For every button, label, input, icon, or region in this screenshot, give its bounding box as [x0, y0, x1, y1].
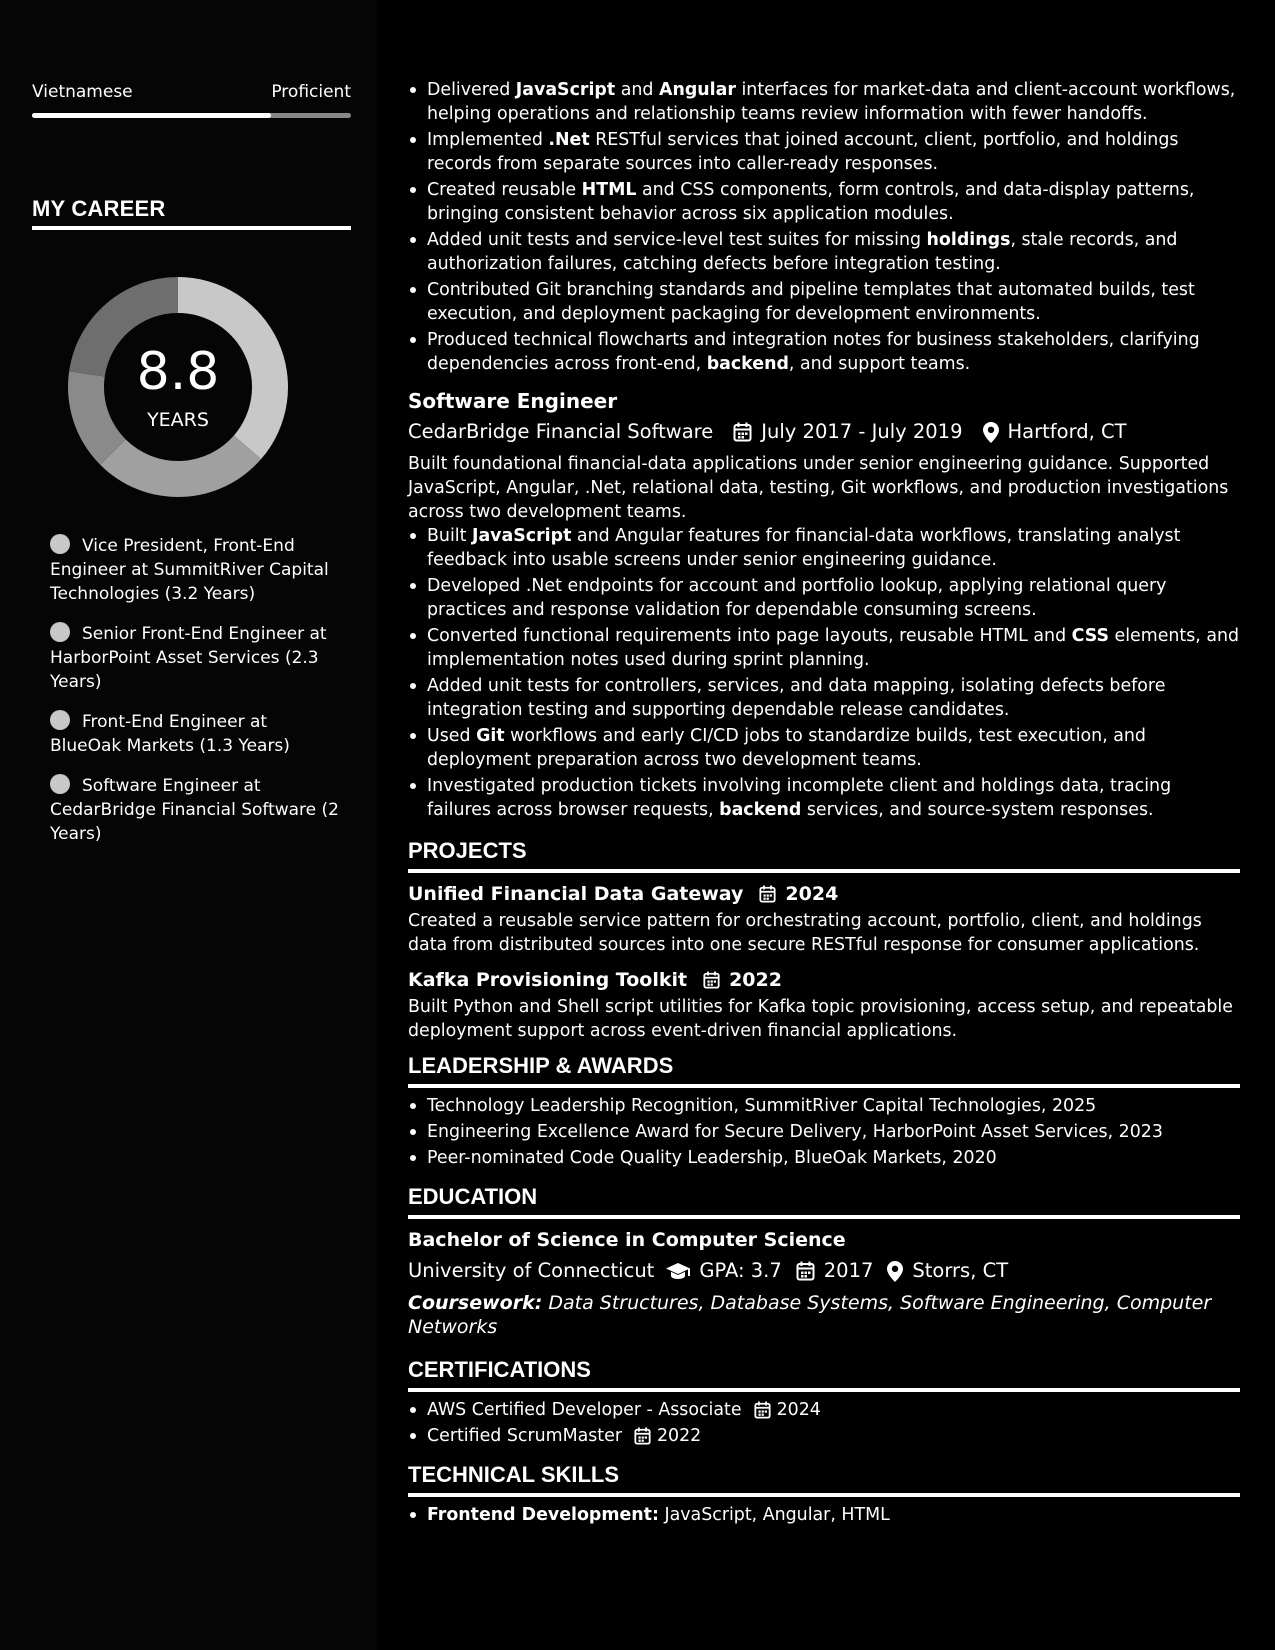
- coursework-label: Coursework:: [408, 1292, 543, 1314]
- education-coursework: [408, 1291, 1240, 1339]
- job-bullet: Used Git workflows and early CI/CD jobs to standardize builds, test execution, and deployment preparation across two development teams.: [427, 724, 1240, 772]
- career-item: [50, 774, 340, 846]
- career-item: [50, 534, 340, 606]
- job-bullet: Developed .Net endpoints for account and portfolio lookup, applying relational query practices and response validation for dependable consuming screens.: [427, 574, 1240, 622]
- skill-values: JavaScript, Angular, HTML: [658, 1505, 890, 1525]
- certification-year: 2022: [656, 1426, 702, 1446]
- education-location: Storrs, CT: [912, 1259, 1009, 1282]
- job-company: CedarBridge Financial Software: [408, 420, 714, 443]
- map-pin-icon: [887, 1261, 903, 1282]
- career-total-unit: YEARS: [147, 409, 209, 431]
- skills-list: [408, 1503, 1240, 1527]
- project-title-row: [408, 965, 1240, 995]
- projects-rule: [408, 869, 1240, 873]
- career-legend-dot: [50, 774, 70, 794]
- certification-item: [427, 1398, 1240, 1422]
- project-year: 2022: [729, 969, 782, 991]
- experience-bullet: Added unit tests and service-level test suites for missing holdings, stale records, and authorization failures, catching defects before integration testing.: [427, 228, 1240, 276]
- career-item-label: Senior Front-End Engineer at HarborPoint Asset Services (2.3 Years): [50, 624, 327, 692]
- job-summary: Built foundational financial-data applications under senior engineering guidance. Supported JavaScript, Angular, .Net, relational data, testing, Git workflows, and production investigations across two development teams.: [408, 454, 1229, 522]
- education-degree: Bachelor of Science in Computer Science: [408, 1229, 846, 1251]
- job-bullet: Converted functional requirements into page layouts, reusable HTML and CSS elements, and implementation notes used during sprint planning.: [427, 626, 1240, 670]
- skill-category: Frontend Development:: [427, 1505, 659, 1525]
- skill-item: [427, 1503, 1240, 1527]
- leadership-heading: LEADERSHIP & AWARDS: [408, 1053, 674, 1078]
- skills-heading: TECHNICAL SKILLS: [408, 1462, 620, 1487]
- career-item-label: Vice President, Front-End Engineer at SummitRiver Capital Technologies (3.2 Years): [50, 536, 329, 604]
- calendar-icon: [796, 1261, 815, 1281]
- graduation-cap-icon: [666, 1262, 690, 1280]
- project-list: [408, 879, 1240, 1043]
- language-proficiency-fill: [32, 113, 271, 118]
- education-heading: EDUCATION: [408, 1184, 538, 1209]
- career-legend-dot: [50, 534, 70, 554]
- language-level: Proficient: [271, 82, 351, 102]
- career-legend-dot: [50, 710, 70, 730]
- education-school: University of Connecticut: [408, 1259, 655, 1282]
- education-year: 2017: [823, 1259, 874, 1282]
- sidebar: [0, 0, 378, 1650]
- education-rule: [408, 1215, 1240, 1219]
- map-pin-icon: [983, 422, 999, 443]
- award-item: Technology Leadership Recognition, SummitRiver Capital Technologies, 2025: [427, 1094, 1240, 1118]
- certification-name: Certified ScrumMaster: [427, 1426, 622, 1446]
- education-gpa: GPA: 3.7: [699, 1259, 782, 1282]
- education-meta: [408, 1255, 1240, 1287]
- experience-bullet: Delivered JavaScript and Angular interfaces for market-data and client-account workflows, helping operations and relationship teams review information with fewer handoffs.: [427, 78, 1240, 126]
- project-description: Created a reusable service pattern for orchestrating account, portfolio, client, and holdings data from distributed sources into one secure RESTful response for consumer applications.: [408, 911, 1202, 955]
- award-item: Peer-nominated Code Quality Leadership, BlueOak Markets, 2020: [427, 1146, 1240, 1170]
- career-list: [50, 534, 340, 862]
- experience-bullet: Produced technical flowcharts and integration notes for business stakeholders, clarifying dependencies across front-end, backend, and support teams.: [427, 328, 1240, 376]
- leadership-rule: [408, 1084, 1240, 1088]
- certification-list: [408, 1398, 1240, 1448]
- experience-bullet: Created reusable HTML and CSS components, form controls, and data-display patterns, bringing consistent behavior across six application modules.: [427, 178, 1240, 226]
- calendar-icon: [634, 1427, 651, 1445]
- job-bullets: [408, 524, 1240, 822]
- certification-name: AWS Certified Developer - Associate: [427, 1400, 742, 1420]
- award-item: Engineering Excellence Award for Secure Delivery, HarborPoint Asset Services, 2023: [427, 1120, 1240, 1144]
- job-dates: July 2017 - July 2019: [761, 420, 963, 443]
- job-meta: [408, 416, 1240, 448]
- projects-heading: PROJECTS: [408, 838, 527, 863]
- donut-segment-2: [100, 435, 261, 497]
- experience-bullet: Contributed Git branching standards and pipeline templates that automated builds, test execution, and deployment packaging for development environments.: [427, 278, 1240, 326]
- skills-rule: [408, 1493, 1240, 1497]
- job-bullet: Investigated production tickets involving incomplete client and holdings data, tracing failures across browser requests, backend services, and source-system responses.: [427, 774, 1240, 822]
- certification-year: 2024: [776, 1400, 821, 1420]
- job-bullet: Added unit tests for controllers, services, and data mapping, isolating defects before integration testing and supporting dependable release candidates.: [427, 674, 1240, 722]
- main-column: [408, 78, 1240, 1529]
- certifications-rule: [408, 1388, 1240, 1392]
- job-location: Hartford, CT: [1007, 420, 1127, 443]
- project-year: 2024: [785, 883, 839, 905]
- career-item-label: Front-End Engineer at BlueOak Markets (1.3 Years): [50, 712, 290, 756]
- job-title: Software Engineer: [408, 389, 618, 413]
- certification-item: [427, 1424, 1240, 1448]
- career-item: [50, 710, 340, 758]
- career-total-value: 8.8: [136, 342, 220, 402]
- career-item-label: Software Engineer at CedarBridge Financial Software (2 Years): [50, 776, 339, 844]
- career-heading-rule: [32, 226, 351, 230]
- language-proficiency-bar: [32, 113, 351, 118]
- coursework-list: Data Structures, Database Systems, Software Engineering, Computer Networks: [408, 1292, 1212, 1338]
- experience-bullets-previous-role: [408, 78, 1240, 376]
- certifications-heading: CERTIFICATIONS: [408, 1357, 591, 1382]
- calendar-icon: [703, 971, 720, 989]
- language-row: [32, 82, 351, 104]
- experience-bullet: Implemented .Net RESTful services that joined account, client, portfolio, and holdings records from separate sources into caller-ready responses.: [427, 128, 1240, 176]
- calendar-icon: [759, 885, 776, 903]
- career-legend-dot: [50, 622, 70, 642]
- career-heading: MY CAREER: [32, 196, 166, 221]
- calendar-icon: [733, 422, 752, 442]
- calendar-icon: [754, 1401, 771, 1419]
- project-title: Kafka Provisioning Toolkit: [408, 969, 688, 991]
- leadership-list: [408, 1094, 1240, 1170]
- project-title-row: [408, 879, 1240, 909]
- project-title: Unified Financial Data Gateway: [408, 883, 744, 905]
- job-bullet: Built JavaScript and Angular features for financial-data workflows, translating analyst feedback into usable screens under senior engineering guidance.: [427, 524, 1240, 572]
- language-name: Vietnamese: [32, 82, 133, 102]
- career-item: [50, 622, 340, 694]
- project-description: Built Python and Shell script utilities for Kafka topic provisioning, access setup, and repeatable deployment support across event-driven financial applications.: [408, 997, 1233, 1041]
